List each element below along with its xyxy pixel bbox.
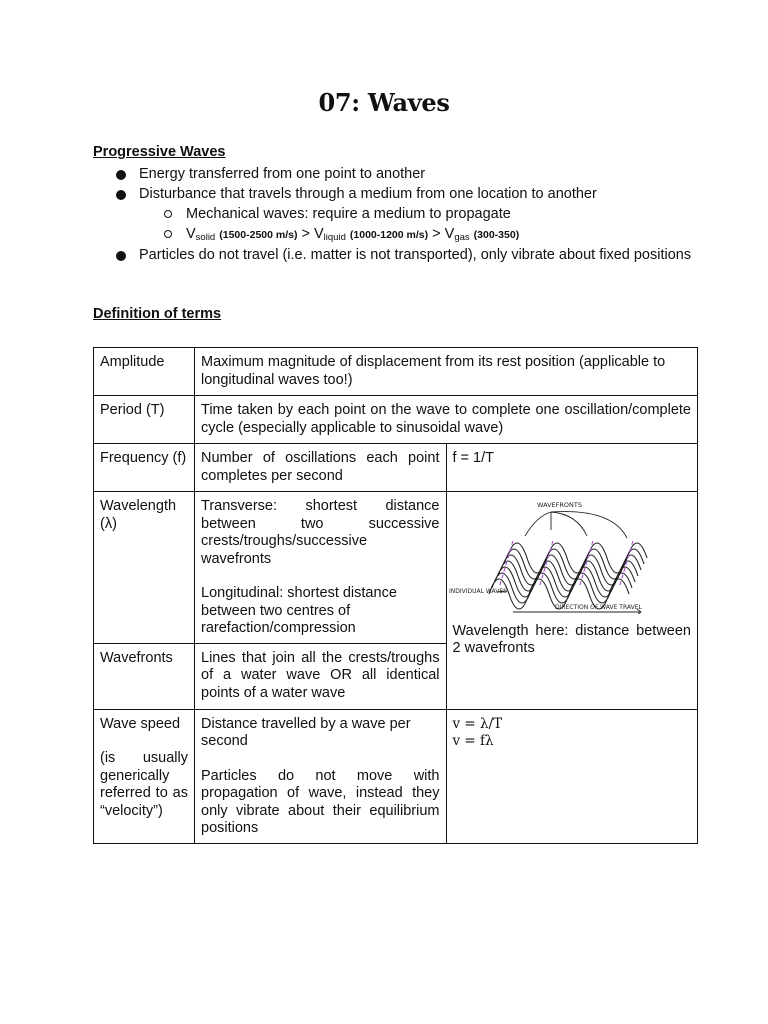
- wavespeed-def1: Distance travelled by a wave per second: [201, 715, 411, 749]
- bullet-text: Particles do not travel (i.e. matter is not transported), only vibrate about fixed positions: [139, 247, 692, 263]
- def-wavefronts: Lines that join all the crests/troughs of a water wave OR all identical points of a water wave: [195, 643, 447, 709]
- def-amplitude: Maximum magnitude of displacement from its rest position (applicable to longitudinal waves too!): [195, 348, 698, 396]
- term-wavespeed: [94, 709, 195, 843]
- table-row: [94, 492, 698, 644]
- formula-v-lambda-t: v = λ/T: [452, 715, 503, 732]
- wave-lines: [489, 543, 647, 609]
- list-item: [93, 164, 693, 184]
- term-period: Period (T): [94, 396, 195, 444]
- bullet-icon: [116, 190, 126, 200]
- sub-list-item: [93, 204, 693, 224]
- bullet-text: Disturbance that travels through a medium from one location to another: [139, 186, 597, 202]
- progressive-waves-list: [93, 164, 693, 265]
- def-longitudinal: Longitudinal: shortest distance between two centres of rarefaction/compression: [201, 585, 397, 636]
- def-wavelength: [195, 492, 447, 644]
- definitions-table: [93, 347, 698, 844]
- wavespeed-term: Wave speed: [100, 715, 181, 732]
- bullet-text: Energy transferred from one point to another: [139, 166, 426, 182]
- table-row: [94, 709, 698, 843]
- sub-list-item: [93, 224, 693, 245]
- diagram-label-wavefronts: WAVEFRONTS: [536, 501, 582, 509]
- wavespeed-def2: Particles do not move with propagation of wave, instead they only vibrate about their equilibrium positions: [201, 767, 440, 836]
- term-frequency: Frequency (f): [94, 444, 195, 492]
- def-period: Time taken by each point on the wave to complete one oscillation/complete cycle (especially applicable to sinusoidal wave): [195, 396, 698, 444]
- diagram-label-individual: INDIVIDUAL WAVES: [448, 588, 507, 595]
- hollow-bullet-icon: [164, 230, 172, 238]
- definition-heading: Definition of terms: [93, 306, 222, 322]
- formula-v-f-lambda: v = fλ: [452, 733, 494, 749]
- bullet-icon: [116, 170, 126, 180]
- hollow-bullet-icon: [164, 210, 172, 218]
- wavelength-note: Wavelength here: distance between 2 wavefronts: [452, 622, 691, 656]
- def-transverse: Transverse: shortest distance between two successive crests/troughs/successive wavefronts: [201, 498, 440, 567]
- list-item: [93, 184, 693, 204]
- bullet-icon: [116, 251, 126, 261]
- table-row: [94, 396, 698, 444]
- def-wavespeed: [195, 709, 447, 843]
- table-row: [94, 348, 698, 396]
- progressive-waves-heading: Progressive Waves: [93, 144, 226, 160]
- velocity-comparison: $V_{solid}$ (1500-2500 $m/s) > V_{liquid}$ (1000-1200 $m/s) > V_{gas}$ (300-350): [186, 226, 520, 243]
- diagram-label-direction: DIRECTION OF WAVE TRAVEL: [554, 604, 642, 611]
- term-amplitude: Amplitude: [94, 348, 195, 396]
- term-wavelength: Wavelength (λ): [94, 492, 195, 644]
- formula-wavespeed: [446, 709, 698, 843]
- def-frequency: Number of oscillations each point completes per second: [195, 444, 447, 492]
- term-wavefronts: Wavefronts: [94, 643, 195, 709]
- list-item: [93, 245, 693, 265]
- page-title: 07: Waves: [318, 88, 450, 117]
- wavespeed-note: (is usually generically referred to as “velocity”): [100, 750, 188, 819]
- wavefront-diagram: [447, 496, 655, 614]
- wavelength-illustration-cell: [446, 492, 698, 710]
- formula-frequency: f = 1/T: [446, 444, 698, 492]
- table-row: [94, 444, 698, 492]
- sub-bullet-text: Mechanical waves: require a medium to propagate: [186, 206, 511, 222]
